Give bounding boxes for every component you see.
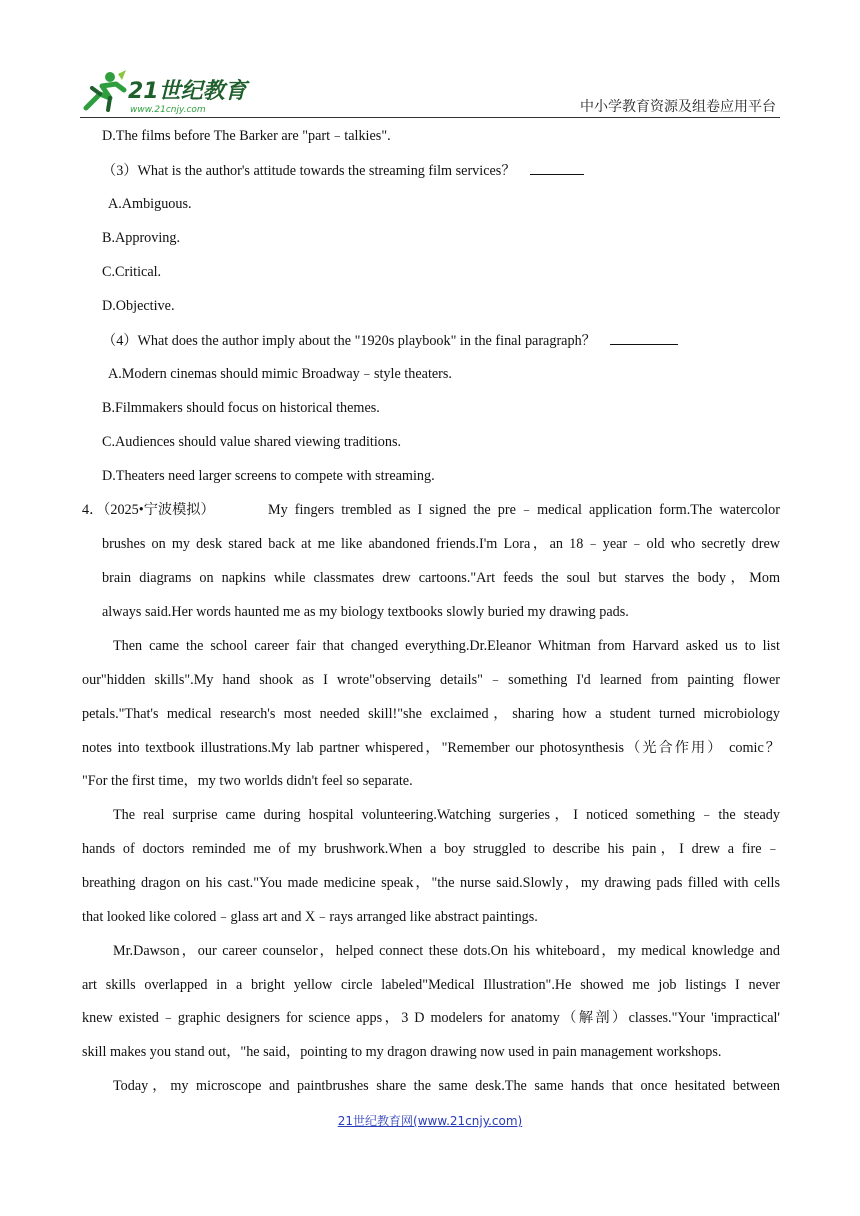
passage-line: "For the first time，my two worlds didn't feel so separate. [82, 773, 413, 789]
passage-line: brain diagrams on napkins while classmates drew cartoons."Art feeds the soul but starves the body，Mom [102, 570, 780, 586]
q3-option-c: C.Critical. [102, 264, 162, 280]
q3-answer-blank[interactable] [530, 160, 584, 175]
q4-answer-blank[interactable] [610, 330, 678, 345]
platform-title: 中小学教育资源及组卷应用平台 [580, 99, 776, 115]
passage-line: skill makes you stand out，"he said，pointing to my dragon drawing now used in pain management workshops. [82, 1044, 722, 1060]
footer-link[interactable]: 21世纪教育网(www.21cnjy.com) [337, 1114, 523, 1128]
svg-text:21世纪教育: 21世纪教育 [128, 79, 247, 104]
passage-line: breathing dragon on his cast."You made medicine speak，"the nurse said.Slowly，my drawing pads filled with cells [82, 875, 780, 891]
q2-option-d: D.The films before The Barker are "part﹣talkies". [102, 128, 391, 144]
q4-option-b: B.Filmmakers should focus on historical themes. [102, 400, 380, 416]
passage-line: that looked like colored﹣glass art and X﹣rays arranged like abstract paintings. [82, 909, 538, 925]
passage-line: Mr.Dawson，our career counselor，helped connect these dots.On his whiteboard，my medical knowledge and [113, 943, 780, 959]
passage-line: petals."That's medical research's most needed skill!"she exclaimed，sharing how a student turned microbiology [82, 706, 780, 722]
passage-line: always said.Her words haunted me as my biology textbooks slowly buried my drawing pads. [102, 604, 629, 620]
q3-option-a: A.Ambiguous. [108, 196, 192, 212]
passage-line: notes into textbook illustrations.My lab partner whispered，"Remember our photosynthesis（光合作用） comic？ [82, 740, 780, 756]
logo-21cnjy [80, 68, 250, 116]
q4-option-a: A.Modern cinemas should mimic Broadway﹣style theaters. [108, 366, 452, 382]
q3-option-d: D.Objective. [102, 298, 175, 314]
passage-line: our"hidden skills".My hand shook as I wrote"observing details"﹣something I'd learned from painting flower [82, 672, 780, 688]
page-header [80, 64, 780, 118]
passage-line: knew existed﹣graphic designers for science apps，3 D modelers for anatomy（解剖）classes."Your 'impractical' [82, 1010, 780, 1026]
q3-stem: （3）What is the author's attitude towards the streaming film services？ [102, 160, 584, 181]
passage-line: brushes on my desk stared back at me like abandoned friends.I'm Lora，an 18﹣year﹣old who secretly drew [102, 536, 780, 552]
passage-line: My fingers trembled as I signed the pre﹣medical application form.The watercolor [268, 502, 780, 518]
passage-line: Today，my microscope and paintbrushes share the same desk.The same hands that once hesitated between [113, 1078, 780, 1094]
header-divider [80, 117, 780, 118]
passage-line: The real surprise came during hospital volunteering.Watching surgeries，I noticed something﹣the steady [113, 807, 780, 823]
q3-option-b: B.Approving. [102, 230, 181, 246]
q4-stem: （4）What does the author imply about the "1920s playbook" in the final paragraph？ [102, 330, 678, 351]
passage-line: art skills overlapped in a bright yellow circle labeled"Medical Illustration".He showed me job listings I never [82, 977, 780, 993]
svg-text:www.21cnjy.com: www.21cnjy.com [130, 105, 206, 115]
passage-number: 4．（2025•宁波模拟） [82, 502, 215, 518]
q4-option-c: C.Audiences should value shared viewing traditions. [102, 434, 402, 450]
passage-line: Then came the school career fair that changed everything.Dr.Eleanor Whitman from Harvard asked us to list [113, 638, 780, 654]
q4-option-d: D.Theaters need larger screens to compete with streaming. [102, 468, 435, 484]
passage-line: hands of doctors reminded me of my brushwork.When a boy struggled to describe his pain，I drew a fire﹣ [82, 841, 780, 857]
